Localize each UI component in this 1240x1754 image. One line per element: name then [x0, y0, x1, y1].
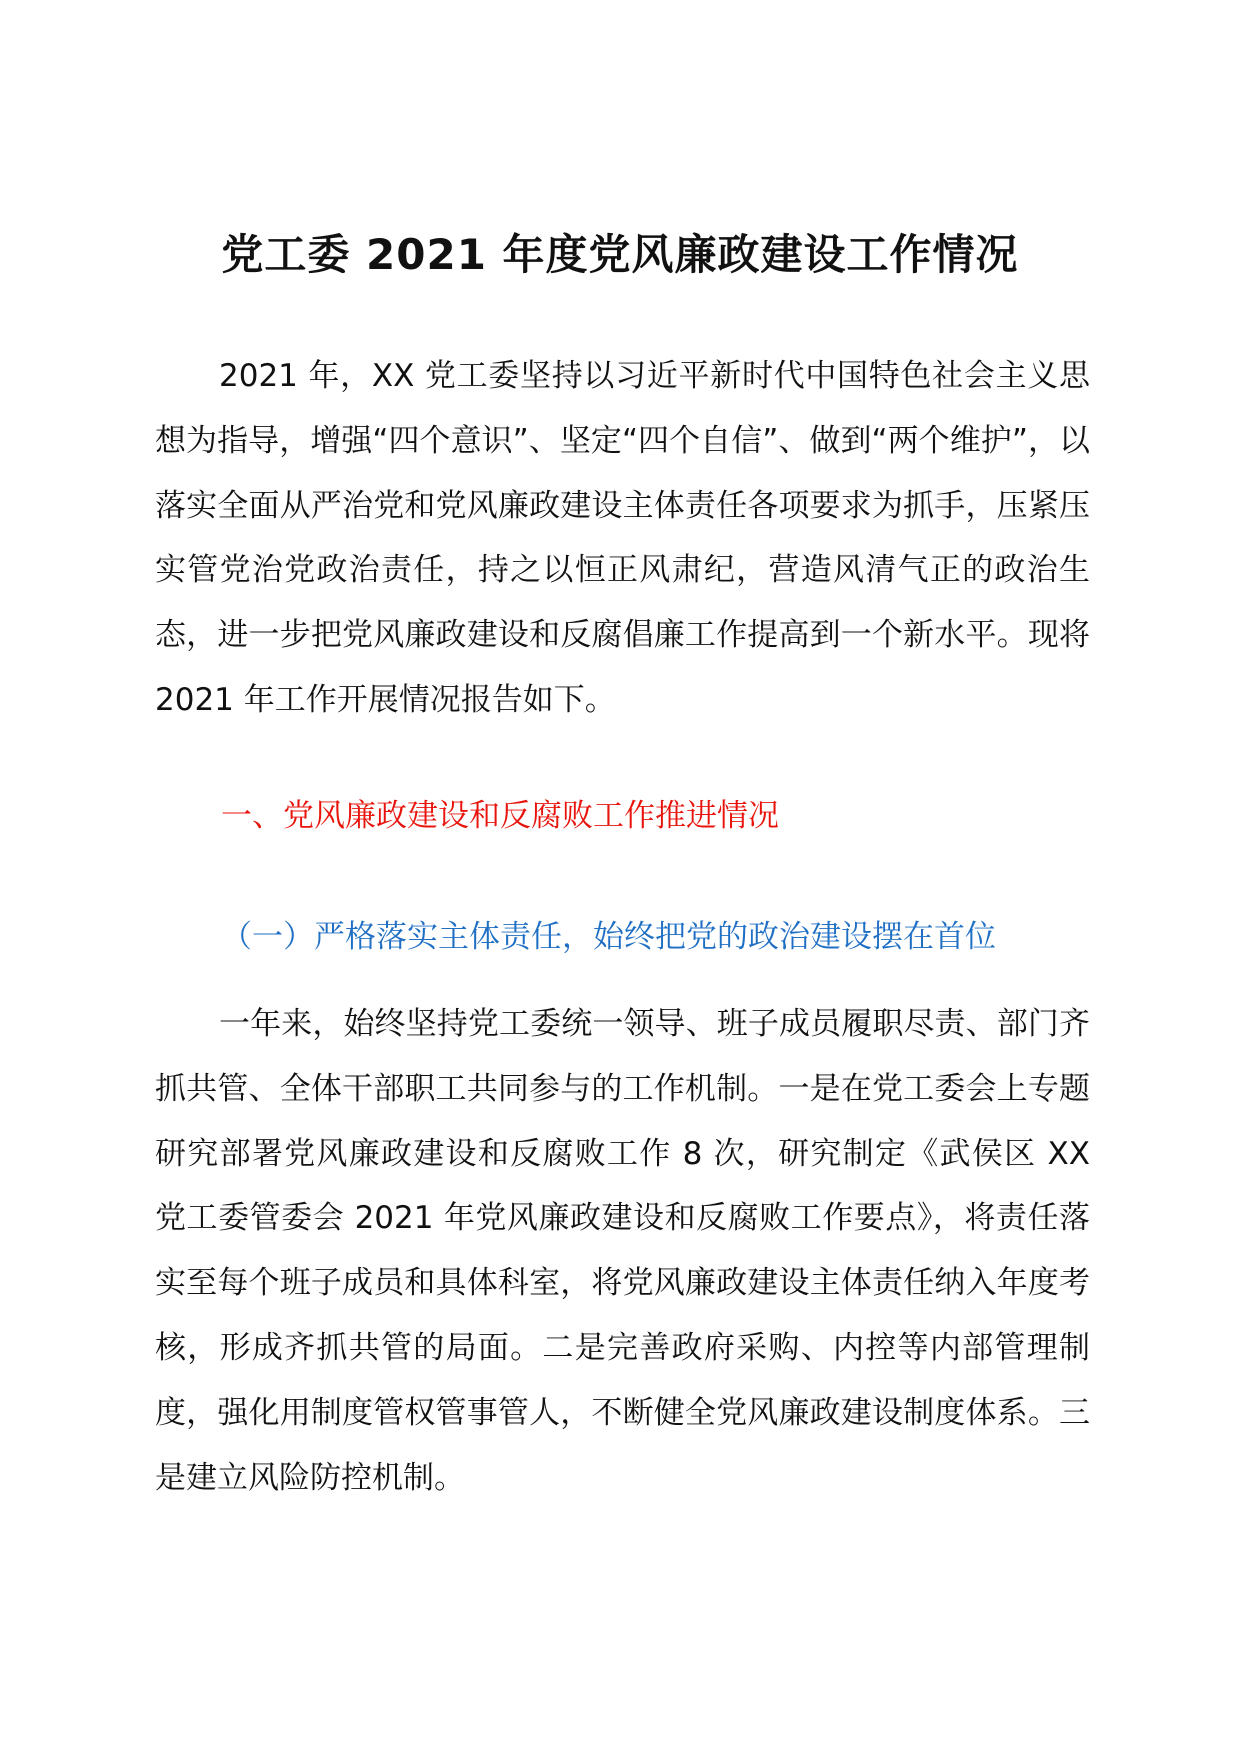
- intro-paragraph: 2021 年，XX 党工委坚持以习近平新时代中国特色社会主义思想为指导，增强“四个意识”、坚定“四个自信”、做到“两个维护”，以落实全面从严治党和党风廉政建设主体责任各项要求为抓手，压紧压实管党治党政治责任，持之以恒正风肃纪，营造风清气正的政治生态，进一步把党风廉政建设和反腐倡廉工作提高到一个新水平。现将 2021 年工作开展情况报告如下。: [155, 358, 1090, 718]
- document-title: 党工委 2021 年度党风廉政建设工作情况: [221, 230, 1019, 279]
- subsection-body-paragraph: 一年来，始终坚持党工委统一领导、班子成员履职尽责、部门齐抓共管、全体干部职工共同参与的工作机制。一是在党工委会上专题研究部署党风廉政建设和反腐败工作 8 次，研究制定《武侯区 XX 党工委管委会 2021 年党风廉政建设和反腐败工作要点》，将责任落实至每个班子成员和具体科室，将党风廉政建设主体责任纳入年度考核，形成齐抓共管的局面。二是完善政府采购、内控等内部管理制度，强化用制度管权管事管人，不断健全党风廉政建设制度体系。三是建立风险防控机制。: [155, 1006, 1090, 1496]
- subsection-heading: （一）严格落实主体责任，始终把党的政治建设摆在首位: [221, 919, 996, 955]
- section-heading: 一、党风廉政建设和反腐败工作推进情况: [221, 798, 779, 834]
